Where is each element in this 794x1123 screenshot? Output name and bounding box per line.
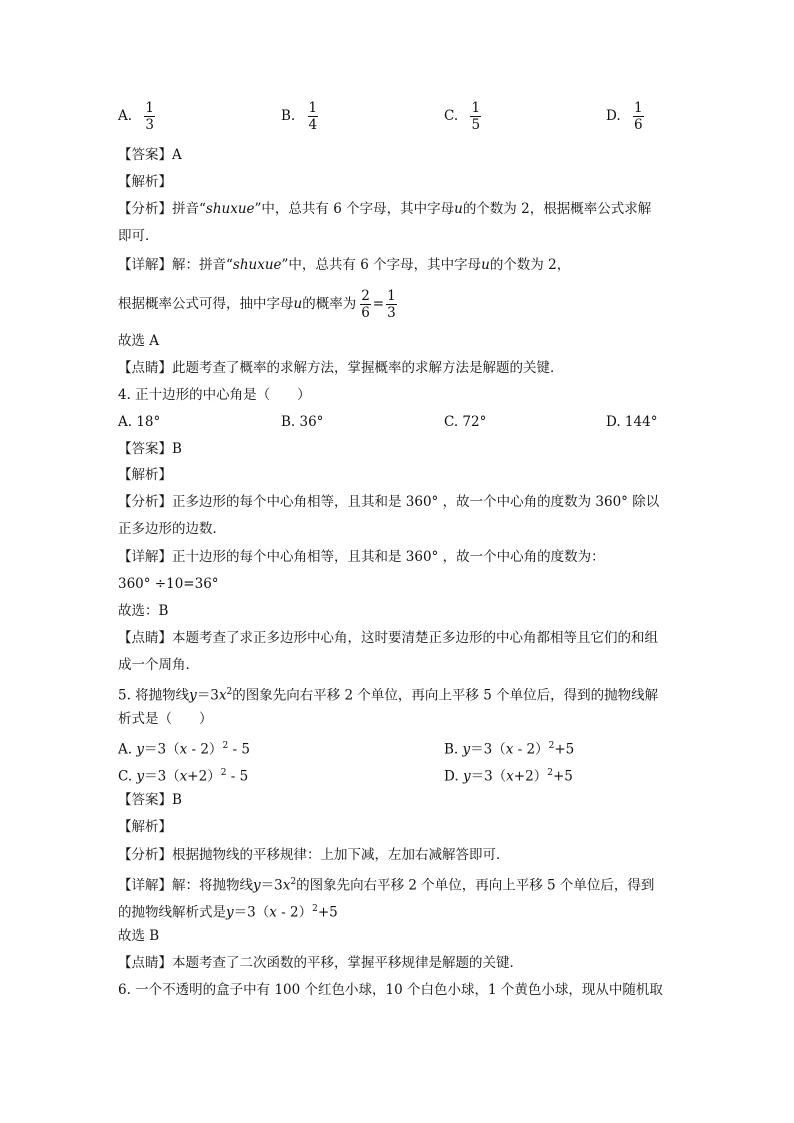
q5-xiangjie-line2 xyxy=(118,900,338,922)
q4-option-a: A. 18° xyxy=(118,414,161,430)
numerator: 1 xyxy=(308,100,318,116)
text: x xyxy=(218,687,227,704)
text: +5 xyxy=(554,741,575,758)
text: y xyxy=(253,877,261,894)
q3-option-d xyxy=(606,100,644,133)
superscript: 2 xyxy=(290,877,297,887)
text: u xyxy=(481,257,490,273)
text: ＝3（ xyxy=(144,768,180,785)
text: y xyxy=(136,741,144,758)
text: - 2） xyxy=(276,904,313,921)
text: shuxue xyxy=(205,201,255,217)
text: 的图象先向右平移 2 个单位，再向上平移 5 个单位后，得到 xyxy=(296,877,655,894)
text: 的个数为 2， xyxy=(489,257,571,273)
q4-option-b: B. 36° xyxy=(281,414,324,430)
q3-option-a xyxy=(118,100,155,133)
superscript: 2 xyxy=(226,687,233,697)
text: y xyxy=(462,768,471,785)
denominator: 6 xyxy=(633,117,643,133)
fraction xyxy=(633,100,644,133)
text: ＝3 xyxy=(260,877,283,894)
text: 的个数为 2，根据概率公式求解 xyxy=(462,201,652,217)
q3-xiangjie-line2 xyxy=(118,286,397,322)
superscript: 2 xyxy=(547,768,553,778)
text: ”中，总共有 6 个字母，其中字母 xyxy=(254,201,455,217)
text: 的抛物线解析式是 xyxy=(118,904,226,921)
q4-fenxi-line1: 【分析】正多边形的每个中心角相等，且其和是 360° ，故一个中心角的度数为 360° 除以 xyxy=(118,494,660,510)
text: 的概率为 xyxy=(302,296,357,312)
text: +5 xyxy=(552,768,573,785)
text: x xyxy=(282,877,291,894)
numerator: 2 xyxy=(361,288,370,304)
q3-xiangjie-line1 xyxy=(118,256,570,274)
q4-answer: 【答案】B xyxy=(118,441,182,457)
text: - 5 xyxy=(226,768,249,785)
superscript: 2 xyxy=(312,904,318,914)
q3-answer: 【答案】A xyxy=(118,147,182,163)
text: y xyxy=(462,741,471,758)
q5-option-c xyxy=(118,764,248,786)
q3-analysis-head: 【解析】 xyxy=(118,174,172,190)
q4-xiangjie-line2: 360° ÷10=36° xyxy=(118,576,219,592)
superscript: 2 xyxy=(548,741,555,751)
equals-sign: = xyxy=(372,296,385,312)
text: - 2） xyxy=(513,741,549,758)
text: x xyxy=(269,904,277,921)
q5-option-b xyxy=(444,737,574,759)
text: ＝3（ xyxy=(470,741,506,758)
q4-xiangjie-line1: 【详解】正十边形的每个中心角相等，且其和是 360° ，故一个中心角的度数为： xyxy=(118,549,605,565)
text: u xyxy=(293,296,303,312)
q5-analysis-head: 【解析】 xyxy=(118,819,172,835)
option-letter: B. xyxy=(444,741,459,758)
text: x xyxy=(505,741,514,758)
text: y xyxy=(136,768,145,785)
text: 【详解】解：拼音“ xyxy=(118,257,233,273)
text: ＝3 xyxy=(196,687,219,704)
q6-question: 6. 一个不透明的盒子中有 100 个红色小球，10 个白色小球，1 个黄色小球，现从中随机取 xyxy=(118,982,663,998)
q5-question-line2: 析式是（ ） xyxy=(118,711,213,727)
q3-fenxi-line2: 即可． xyxy=(118,228,159,244)
q3-choose: 故选 A xyxy=(118,333,160,349)
denominator: 3 xyxy=(145,117,154,133)
q5-option-a xyxy=(118,737,250,759)
numerator: 1 xyxy=(633,100,643,116)
text: y xyxy=(189,687,197,704)
q5-fenxi: 【分析】根据抛物线的平移规律：上加下减，左加右减解答即可． xyxy=(118,847,510,863)
q3-dianjing: 【点睛】此题考查了概率的求解方法，掌握概率的求解方法是解题的关键． xyxy=(118,360,564,376)
text: - 2） xyxy=(187,741,223,758)
q5-xiangjie-line1 xyxy=(118,873,654,895)
q5-option-d xyxy=(444,764,573,786)
option-letter: D. xyxy=(606,108,621,124)
denominator: 3 xyxy=(387,305,396,321)
superscript: 2 xyxy=(222,741,229,751)
fraction xyxy=(144,100,155,133)
text: ＝3（ xyxy=(143,741,180,758)
numerator: 1 xyxy=(387,288,396,304)
q3-option-c xyxy=(444,100,481,133)
text: 5. 将抛物线 xyxy=(118,687,190,704)
q4-option-d: D. 144° xyxy=(606,414,658,430)
text: x xyxy=(179,768,188,785)
option-letter: B. xyxy=(281,108,296,124)
text: ”中，总共有 6 个字母，其中字母 xyxy=(281,257,482,273)
numerator: 1 xyxy=(471,100,481,116)
text: +2） xyxy=(187,768,221,785)
text: ＝3（ xyxy=(470,768,507,785)
text: x xyxy=(506,768,514,785)
option-letter: C. xyxy=(118,768,133,785)
q4-analysis-head: 【解析】 xyxy=(118,467,172,483)
q3-option-b xyxy=(281,100,318,133)
text: 【详解】解：将抛物线 xyxy=(118,877,253,894)
text: 根据概率公式可得，抽中字母 xyxy=(118,296,294,312)
option-letter: A. xyxy=(118,108,133,124)
q4-dianjing-line2: 成一个周角． xyxy=(118,657,199,673)
text: +5 xyxy=(317,904,338,921)
text: x xyxy=(179,741,188,758)
text: - 5 xyxy=(228,741,250,758)
text: 的图象先向右平移 2 个单位，再向上平移 5 个单位后，得到的抛物线解 xyxy=(232,687,659,704)
option-letter: C. xyxy=(444,108,459,124)
q3-fenxi-line1 xyxy=(118,200,651,218)
q5-dianjing: 【点睛】本题考查了二次函数的平移，掌握平移规律是解题的关键． xyxy=(118,955,523,971)
denominator: 6 xyxy=(361,305,370,321)
fraction xyxy=(308,100,319,133)
q4-dianjing-line1: 【点睛】本题考查了求正多边形中心角，这时要清楚正多边形的中心角都相等且它们的和组 xyxy=(118,630,658,646)
text: ＝3（ xyxy=(233,904,270,921)
text: y xyxy=(226,904,234,921)
numerator: 1 xyxy=(145,100,154,116)
option-letter: A. xyxy=(118,741,133,758)
q4-option-c: C. 72° xyxy=(444,414,487,430)
denominator: 4 xyxy=(308,117,318,133)
fraction xyxy=(386,288,397,321)
option-letter: D. xyxy=(444,768,459,785)
q5-question-line1 xyxy=(118,683,658,705)
text: shuxue xyxy=(232,257,282,273)
q4-fenxi-line2: 正多边形的边数． xyxy=(118,521,226,537)
superscript: 2 xyxy=(220,768,227,778)
q4-question: 4. 正十边形的中心角是（ ） xyxy=(118,387,311,403)
text: +2） xyxy=(513,768,548,785)
denominator: 5 xyxy=(471,117,481,133)
q5-choose: 故选 B xyxy=(118,928,160,944)
fraction xyxy=(470,100,481,133)
text: u xyxy=(454,201,463,217)
q4-choose: 故选：B xyxy=(118,603,169,619)
fraction xyxy=(360,288,371,321)
q5-answer: 【答案】B xyxy=(118,792,182,808)
text: 【分析】拼音“ xyxy=(118,201,206,217)
